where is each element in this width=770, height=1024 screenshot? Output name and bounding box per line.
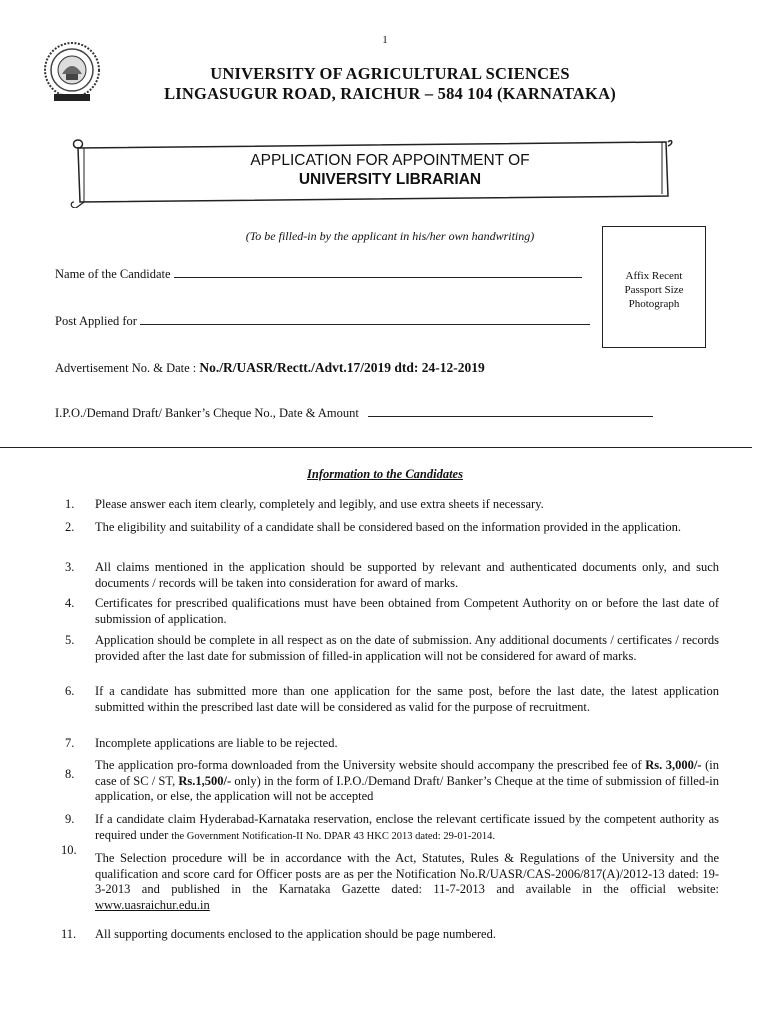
item-number: 10. xyxy=(61,843,77,857)
advertisement-value: No./R/UASR/Rectt./Advt.17/2019 dtd: 24-12-2019 xyxy=(199,360,485,375)
website-link[interactable]: www.uasraichur.edu.in xyxy=(95,897,210,912)
list-item xyxy=(55,758,719,805)
item-text: The eligibility and suitability of a candidate shall be considered based on the information provided in the application. xyxy=(95,520,681,534)
item-text-part: The Selection procedure will be in accordance with the Act, Statutes, Rules & Regulations of the University and the qualification and score card for Officer posts are as per the Notification No.R/UASR/CAS-2006/817(A)/2012-13 dated: 19-3-2013 and published in the Karnataka Gazette dated: 11-7-2013 and available in the official website: xyxy=(95,851,719,896)
list-item xyxy=(55,812,719,844)
post-label: Post Applied for xyxy=(55,314,137,328)
section-divider xyxy=(0,447,752,448)
photo-text-line1: Affix Recent xyxy=(625,270,683,282)
list-item xyxy=(55,843,719,913)
item-number: 8. xyxy=(65,767,75,781)
item-number: 7. xyxy=(65,736,75,750)
item-text: If a candidate has submitted more than one application for the same post, before the last date, the latest application submitted within the prescribed last date will be considered as valid for the purpose of recruitment. xyxy=(95,684,719,714)
item-text: Certificates for prescribed qualifications must have been obtained from Competent Authority on or before the last date of submission of application. xyxy=(95,596,719,626)
photo-text-line3: Photograph xyxy=(628,298,680,310)
post-input-line[interactable] xyxy=(140,314,590,325)
item-number: 4. xyxy=(65,596,75,610)
item-text: Please answer each item clearly, completely and legibly, and use extra sheets if necessary. xyxy=(95,497,544,511)
form-title-line2: UNIVERSITY LIBRARIAN xyxy=(298,171,482,188)
item-number: 6. xyxy=(65,684,75,698)
list-item xyxy=(55,927,719,943)
item-number: 1. xyxy=(65,497,75,511)
list-item xyxy=(55,520,719,536)
photo-box[interactable] xyxy=(602,226,706,348)
item-text xyxy=(95,758,719,805)
item-text-part: (in case of SC / ST, xyxy=(95,758,719,788)
name-field-row xyxy=(55,267,582,282)
item-number: 9. xyxy=(65,812,75,826)
ipo-label: I.P.O./Demand Draft/ Banker’s Cheque No., Date & Amount xyxy=(55,406,359,420)
item-number: 3. xyxy=(65,560,75,574)
list-item xyxy=(55,633,719,664)
ipo-field-row xyxy=(55,406,653,421)
photo-box-text xyxy=(603,269,705,311)
notification-reference: the Government Notification-II No. DPAR 43 HKC 2013 dated: 29-01-2014. xyxy=(171,830,495,842)
university-address: LINGASUGUR ROAD, RAICHUR – 584 104 (KARNATAKA) xyxy=(164,84,616,103)
list-item xyxy=(55,684,719,715)
general-fee: Rs. 3,000/- xyxy=(645,758,702,772)
university-emblem-icon xyxy=(40,40,104,104)
list-item xyxy=(55,596,719,627)
item-number: 11. xyxy=(61,927,77,941)
advertisement-row xyxy=(55,360,485,376)
item-text: Incomplete applications are liable to be rejected. xyxy=(95,736,338,750)
item-text-part: The application pro-forma downloaded from the University website should accompany the prescribed fee of xyxy=(95,758,646,772)
list-item xyxy=(55,497,719,513)
name-input-line[interactable] xyxy=(174,267,582,278)
item-number: 2. xyxy=(65,520,75,534)
item-text xyxy=(95,843,719,913)
handwriting-note: (To be filled-in by the applicant in his/her own handwriting) xyxy=(245,229,535,243)
form-title-line1: APPLICATION FOR APPOINTMENT OF xyxy=(250,152,530,169)
info-heading: Information to the Candidates xyxy=(307,467,463,481)
item-text: Application should be complete in all respect as on the date of submission. Any additional documents / certificates / records provided after the last date for submission of filled-in application will not be considered for award of marks. xyxy=(95,633,719,663)
item-number: 5. xyxy=(65,633,75,647)
photo-text-line2: Passport Size xyxy=(624,284,684,296)
page-number: 1 xyxy=(382,34,388,46)
post-field-row xyxy=(55,314,590,329)
item-text xyxy=(95,812,719,844)
reserved-fee: Rs.1,500/- xyxy=(178,773,232,788)
item-text-part: If a candidate claim Hyderabad-Karnataka reservation, enclose the relevant certificate issued by the competent authority as required under xyxy=(95,812,719,842)
item-text-part: only) in the form of I.P.O./Demand Draft/ Banker’s Cheque at the time of submission of filled-in application, or else, the application will not be accepted xyxy=(95,773,719,803)
university-name: UNIVERSITY OF AGRICULTURAL SCIENCES xyxy=(210,64,570,83)
name-label: Name of the Candidate xyxy=(55,267,171,281)
ipo-input-line[interactable] xyxy=(368,406,653,417)
advertisement-label: Advertisement No. & Date : xyxy=(55,361,197,375)
list-item xyxy=(55,560,719,591)
list-item xyxy=(55,736,719,752)
item-text: All supporting documents enclosed to the application should be page numbered. xyxy=(95,927,496,941)
item-text: All claims mentioned in the application should be supported by relevant and authenticated documents only, and such documents / records will be taken into consideration for award of marks. xyxy=(95,560,719,590)
